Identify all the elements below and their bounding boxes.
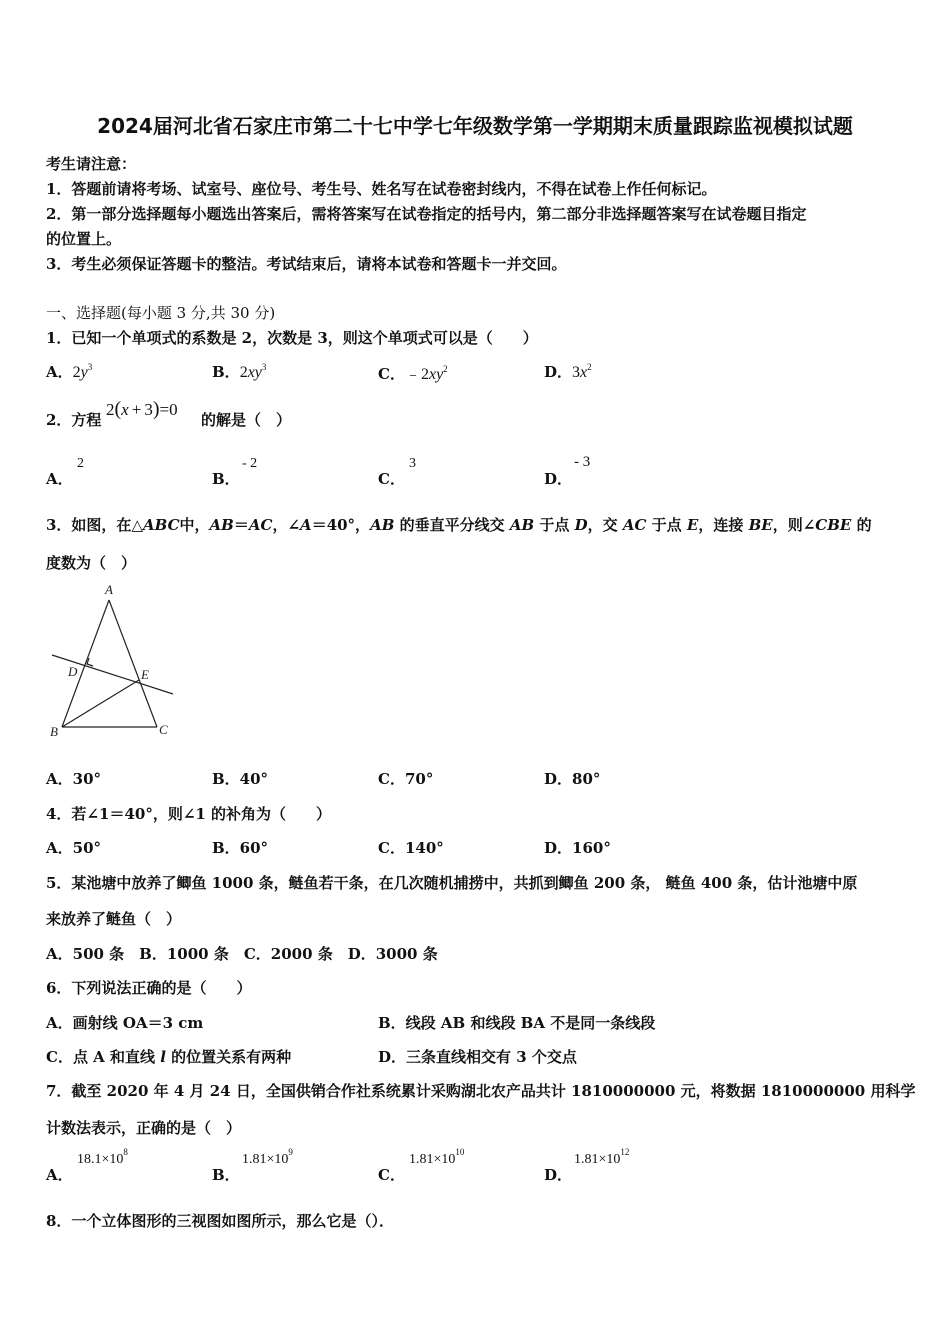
q7-option-c-label: C． (378, 1166, 405, 1184)
q7-stem-line1: 7．截至 2020 年 4 月 24 日，全国供销合作社系统累计采购湖北农产品共计 1810000000 元，将数据 1810000000 用科学 (46, 1082, 916, 1100)
q2-option-c-value: 3 (409, 456, 416, 471)
q8-stem: 8．一个立体图形的三视图如图所示，那么它是（）． (46, 1212, 394, 1230)
q4-stem: 4．若∠1＝40°，则∠1 的补角为（ ） (46, 805, 332, 823)
q6-option-c: C．点 A 和直线 l 的位置关系有两种 (46, 1048, 292, 1066)
q3-option-d: D．80° (544, 770, 601, 788)
q1-option-b: B．$2xy^3$ (212, 362, 267, 381)
q2-option-b-value: - 2 (242, 456, 258, 471)
q6-option-a: A．画射线 OA＝3 cm (46, 1014, 204, 1032)
section-heading: 一、选择题(每小题 3 分,共 30 分) (46, 304, 276, 322)
q2-option-c-label: C． (378, 470, 405, 488)
q1-option-c: C．$﹣2xy^2$ (378, 364, 448, 383)
q5-stem-line1: 5．某池塘中放养了鲫鱼 1000 条，鲢鱼若干条，在几次随机捕捞中，共抓到鲫鱼 200 条， 鲢鱼 400 条，估计池塘中原 (46, 874, 858, 892)
q7-option-d-label: D． (544, 1166, 573, 1184)
q2-equation: 2(x + 3)=0 (106, 398, 178, 420)
notice-item-1: 1．答题前请将考场、试室号、座位号、考生号、姓名写在试卷密封线内，不得在试卷上作任何标记。 (46, 180, 717, 198)
q7-option-a-label: A． (46, 1166, 73, 1184)
q4-option-a: A．50° (46, 839, 102, 857)
page-title: 2024届河北省石家庄市第二十七中学七年级数学第一学期期末质量跟踪监视模拟试题 (97, 114, 853, 138)
label-b: B (50, 724, 58, 739)
q2-prefix: 2．方程 (46, 411, 102, 429)
q3-triangle-figure (40, 578, 190, 748)
q2-option-a-value: 2 (77, 456, 84, 471)
q3-stem-line2: 度数为（ ） (46, 554, 137, 572)
q6-option-b: B．线段 AB 和线段 BA 不是同一条线段 (378, 1014, 656, 1032)
segment-be (62, 680, 139, 727)
q3-option-b: B．40° (212, 770, 269, 788)
q1-option-d: D．$3x^2$ (544, 362, 592, 381)
q2-suffix: 的解是（ ） (201, 411, 292, 429)
q7-option-d-value: $1.81\times 10^{12}$ (574, 1147, 630, 1167)
notice-heading: 考生请注意： (46, 155, 137, 173)
q3-stem-line1: 3．如图，在△ABC中，AB＝AC，∠A＝40°，AB 的垂直平分线交 AB 于点 D，交 AC 于点 E，连接 BE，则∠CBE 的 (46, 516, 872, 534)
q3-option-c: C．70° (378, 770, 434, 788)
q3-option-a: A．30° (46, 770, 102, 788)
q4-option-c: C．140° (378, 839, 444, 857)
label-d: D (68, 664, 78, 679)
notice-item-2-cont: 的位置上。 (46, 230, 122, 248)
label-a: A (105, 582, 113, 597)
q4-option-d: D．160° (544, 839, 611, 857)
notice-item-2: 2．第一部分选择题每小题选出答案后，需将答案写在试卷指定的括号内，第二部分非选择题答案写在试卷题目指定 (46, 205, 807, 223)
label-c: C (159, 722, 168, 737)
notice-item-3: 3．考生必须保证答题卡的整洁。考试结束后，请将本试卷和答题卡一并交回。 (46, 255, 567, 273)
q2-option-a-label: A． (46, 470, 73, 488)
q7-stem-line2: 计数法表示，正确的是（ ） (46, 1119, 242, 1137)
q2-option-d-value: - 3 (574, 454, 591, 470)
q7-option-c-value: $1.81\times 10^{10}$ (409, 1147, 465, 1167)
q1-option-a: A．$2y^3$ (46, 362, 93, 381)
q5-stem-line2: 来放养了鲢鱼（ ） (46, 910, 182, 928)
q7-option-a-value: $18.1\times 10^8$ (77, 1147, 128, 1167)
right-angle-mark (87, 658, 93, 666)
q2-option-d-label: D． (544, 470, 573, 488)
label-e: E (141, 667, 149, 682)
q5-options: A．500 条 B．1000 条 C．2000 条 D．3000 条 (46, 945, 438, 963)
q7-option-b-label: B． (212, 1166, 240, 1184)
q6-option-d: D．三条直线相交有 3 个交点 (378, 1048, 577, 1066)
q1-stem: 1．已知一个单项式的系数是 2，次数是 3，则这个单项式可以是（ ） (46, 329, 538, 347)
q2-option-b-label: B． (212, 470, 240, 488)
q7-option-b-value: $1.81\times 10^9$ (242, 1147, 293, 1167)
q4-option-b: B．60° (212, 839, 269, 857)
q6-stem: 6．下列说法正确的是（ ） (46, 979, 252, 997)
side-ac (109, 600, 157, 727)
